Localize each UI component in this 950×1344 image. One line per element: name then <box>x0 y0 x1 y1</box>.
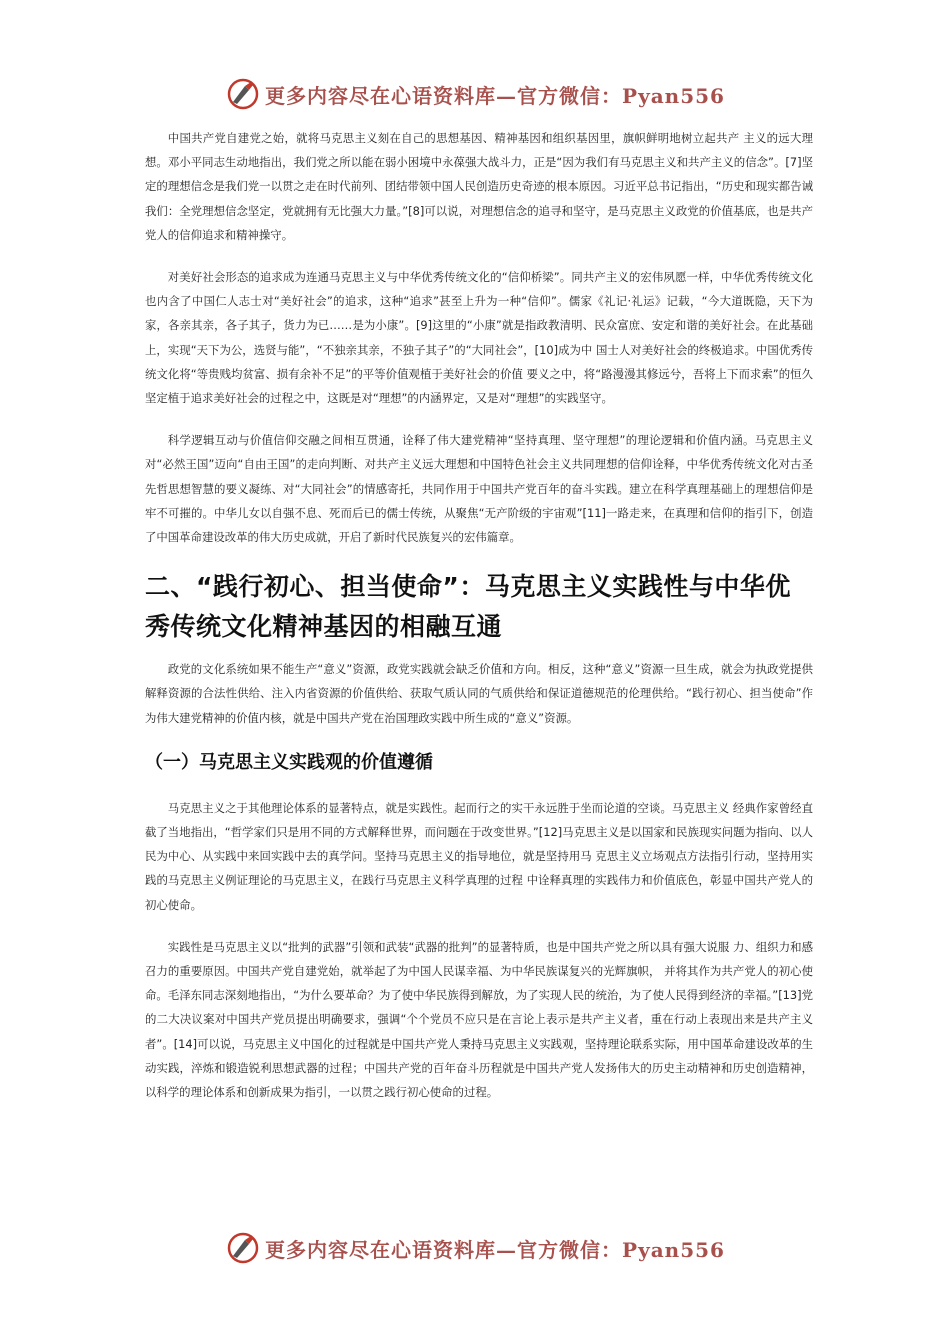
paragraph: 实践性是马克思主义以“批判的武器”引领和武装“武器的批判”的显著特质，也是中国共产党之所以具有强大说服 力、组织力和感召力的重要原因。中国共产党自建党始，就举起了为中国人民谋幸福、为中华民族谋复兴的光辉旗帜， 并将其作为共产党人的初心使命。毛泽东同志深刻地指出，“为什么要革命？为了使中华民族得到解放，为了实现人民的统治，为了使人民得到经济的幸福。”[13]党的二大决议案对中国共产党员提出明确要求，强调“个个党员不应只是在言论上表示是共产主义者，重在行动上表现出来是共产主义者”。[14]可以说，马克思主义中国化的过程就是中国共产党人秉持马克思主义实践观，坚持理论联系实际，用中国革命建设改革的生动实践，淬炼和锻造锐利思想武器的过程；中国共产党的百年奋斗历程就是中国共产党人发扬伟大的历史主动精神和历史创造精神，以科学的理论体系和创新成果为指引，一以贯之践行初心使命的过程。 <box>145 939 813 1100</box>
section-heading: 二、“践行初心、担当使命”：马克思主义实践性与中华优秀传统文化精神基因的相融互通 <box>145 572 791 642</box>
footer-watermark-text: 更多内容尽在心语资料库—官方微信：Pyan556 <box>265 1237 725 1262</box>
subsection-heading: （一）马克思主义实践观的价值遵循 <box>145 751 433 773</box>
header-watermark-text: 更多内容尽在心语资料库—官方微信：Pyan556 <box>265 83 725 108</box>
footer-watermark-banner <box>0 1226 950 1270</box>
logo-icon <box>225 76 261 112</box>
paragraph: 政党的文化系统如果不能生产“意义”资源，政党实践就会缺乏价值和方向。相反，这种“意义”资源一旦生成，就会为执政党提供解释资源的合法性供给、注入内省资源的价值供给、获取气质认同的气质供给和保证道德规范的伦理供给。“践行初心、担当使命”作为伟大建党精神的价值内核，就是中国共产党在治国理政实践中所生成的“意义”资源。 <box>145 662 813 725</box>
paragraph: 中国共产党自建党之始，就将马克思主义刻在自己的思想基因、精神基因和组织基因里，旗帜鲜明地树立起共产 主义的远大理想。邓小平同志生动地指出，我们党之所以能在弱小困境中永葆强大战斗力，正是“因为我们有马克思主义和共产主义的信念”。[7]坚定的理想信念是我们党一以贯之走在时代前列、团结带领中国人民创造历史奇迹的根本原因。习近平总书记指出，“历史和现实都告诫我们：全党理想信念坚定，党就拥有无比强大力量。”[8]可以说，对理想信念的追寻和坚守，是马克思主义政党的价值基底，也是共产党人的信仰追求和精神操守。 <box>145 131 813 242</box>
paragraph: 马克思主义之于其他理论体系的显著特点，就是实践性。起而行之的实干永远胜于坐而论道的空谈。马克思主义 经典作家曾经直截了当地指出，“哲学家们只是用不同的方式解释世界，而问题在于改变世界。”[12]马克思主义是以国家和民族现实问题为指向、以人民为中心、从实践中来回实践中去的真学问。坚持马克思主义的指导地位，就是坚持用马 克思主义立场观点方法指引行动，坚持用实践的马克思主义例证理论的马克思主义，在践行马克思主义科学真理的过程 中诠释真理的实践伟力和价值底色，彰显中国共产党人的初心使命。 <box>145 800 813 912</box>
logo-icon <box>225 1230 261 1266</box>
document-body <box>145 126 813 1122</box>
paragraph: 科学逻辑互动与价值信仰交融之间相互贯通，诠释了伟大建党精神“坚持真理、坚守理想”的理论逻辑和价值内涵。马克思主义对“必然王国”迈向“自由王国”的走向判断、对共产主义远大理想和中国特色社会主义共同理想的信仰诠释，中华优秀传统文化对古圣先哲思想智慧的要义凝练、对“大同社会”的情感寄托，共同作用于中国共产党百年的奋斗实践。建立在科学真理基础上的理想信仰是牢不可摧的。中华儿女以自强不息、死而后已的儒士传统，从聚焦“无产阶级的宇宙观”[11]一路走来，在真理和信仰的指引下，创造了中国革命建设改革的伟大历史成就，开启了新时代民族复兴的宏伟篇章。 <box>145 433 813 545</box>
paragraph: 对美好社会形态的追求成为连通马克思主义与中华优秀传统文化的“信仰桥梁”。同共产主义的宏伟夙愿一样，中华优秀传统文化也内含了中国仁人志士对“美好社会”的追求，这种“追求”甚至上升为一种“信仰”。儒家《礼记·礼运》记载，“今大道既隐，天下为家，各亲其亲，各子其子，货力为已……是为小康”。[9]这里的“小康”就是指政教清明、民众富庶、安定和谐的美好社会。在此基础上，实现“天下为公，选贤与能”，“不独亲其亲，不独子其子”的“大同社会”，[10]成为中 国士人对美好社会的终极追求。中国优秀传统文化将“等贵贱均贫富、损有余补不足”的平等价值观植于美好社会的价值 要义之中，将“路漫漫其修远兮，吾将上下而求索”的恒久坚定植于追求美好社会的过程之中，这既是对“理想”的内涵界定，又是对“理想”的实践坚守。 <box>145 270 813 406</box>
header-watermark-banner <box>0 72 950 116</box>
